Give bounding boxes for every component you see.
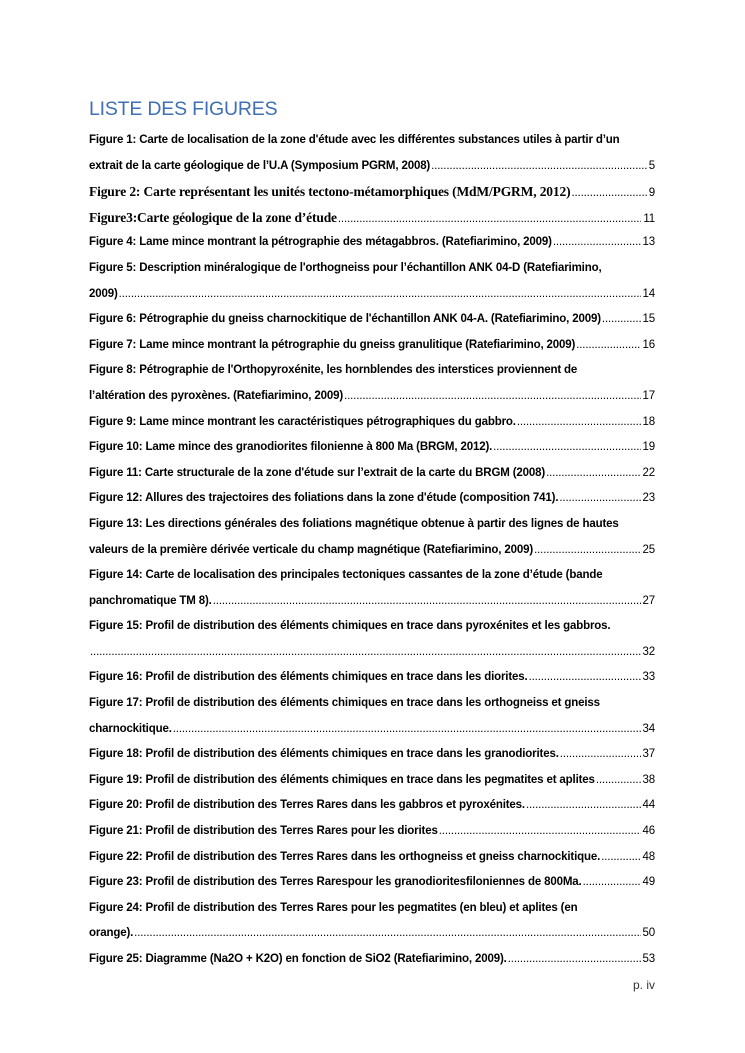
figure-entry[interactable]: [89, 461, 655, 487]
figure-list: [89, 128, 655, 973]
figure-entry-line: [89, 128, 655, 154]
figure-entry[interactable]: [89, 793, 655, 819]
figure-entry-line: [89, 486, 655, 512]
figure-entry[interactable]: [89, 691, 655, 742]
figure-entry-line: [89, 563, 655, 589]
figure-caption-text: Figure 9: Lame mince montrant les caractéristiques pétrographiques du gabbro.: [89, 415, 516, 428]
figure-caption-text: Figure 10: Lame mince des granodiorites filonienne à 800 Ma (BRGM, 2012).: [89, 441, 493, 454]
figure-page-number: 23: [642, 492, 655, 505]
figure-entry[interactable]: [89, 614, 655, 665]
figure-entry[interactable]: [89, 486, 655, 512]
dot-leader: [439, 819, 641, 845]
figure-caption-text: panchromatique TM 8).: [89, 594, 212, 607]
figure-page-number: 32: [642, 645, 655, 658]
figure-page-number: 33: [642, 671, 655, 684]
figure-caption-text: charnockitique.: [89, 722, 172, 735]
figure-entry-line: [89, 435, 655, 461]
figure-caption-text: Figure 13: Les directions générales des foliations magnétique obtenue à partir des lignes de hautes: [89, 517, 619, 530]
figure-entry[interactable]: [89, 358, 655, 409]
figure-entry-line: [89, 589, 655, 615]
figure-entry[interactable]: [89, 410, 655, 436]
dot-leader: [173, 717, 641, 743]
dot-leader: [559, 486, 640, 512]
dot-leader: [576, 333, 640, 359]
figure-page-number: 46: [642, 825, 655, 838]
dot-leader: [529, 665, 641, 691]
figure-page-number: 13: [642, 236, 655, 249]
figure-entry-line: [89, 819, 655, 845]
figure-entry-line: [89, 179, 655, 205]
figure-entry-line: [89, 793, 655, 819]
figure-entry-line: [89, 947, 655, 973]
figure-caption-text: Figure 25: Diagramme (Na2O + K2O) en fonction de SiO2 (Ratefiarimino, 2009).: [89, 953, 507, 965]
dot-leader: [90, 640, 641, 666]
figure-entry-line: [89, 358, 655, 384]
page-title: LISTE DES FIGURES: [89, 98, 278, 120]
figure-entry-line: [89, 896, 655, 922]
figure-caption-text: Figure 2: Carte représentant les unités tectono-métamorphiques (MdM/PGRM, 2012): [89, 184, 571, 200]
dot-leader: [583, 870, 641, 896]
figure-caption-text: Figure 6: Pétrographie du gneiss charnockitique de l'échantillon ANK 04-A. (Ratefiarimino, 2009): [89, 313, 601, 326]
figure-caption-text: Figure 1: Carte de localisation de la zone d'étude avec les différentes substances utiles à partir d’un: [89, 134, 620, 146]
dot-leader: [134, 921, 640, 947]
figure-caption-text: 2009): [89, 287, 118, 300]
figure-page-number: 5: [648, 159, 655, 172]
figure-page-number: 19: [642, 441, 655, 454]
dot-leader: [338, 207, 641, 233]
figure-caption-text: l’altération des pyroxènes. (Ratefiarimino, 2009): [89, 389, 344, 402]
figure-entry-line: [89, 333, 655, 359]
figure-entry-line: [89, 256, 655, 282]
figure-entry[interactable]: [89, 819, 655, 845]
dot-leader: [553, 230, 641, 256]
figure-caption-text: Figure 15: Profil de distribution des éléments chimiques en trace dans pyroxénites et les gabbros.: [89, 620, 611, 633]
figure-entry-line: [89, 230, 655, 256]
figure-caption-text: Figure 21: Profil de distribution des Terres Rares pour les diorites: [89, 825, 438, 838]
figure-caption-text: Figure 23: Profil de distribution des Terres Rarespour les granodioritesfiloniennes de 800Ma.: [89, 876, 582, 889]
figure-entry-line: [89, 307, 655, 333]
dot-leader: [596, 768, 641, 794]
figure-page-number: 22: [642, 466, 655, 479]
dot-leader: [431, 154, 647, 180]
figure-entry[interactable]: [89, 333, 655, 359]
figure-entry[interactable]: [89, 665, 655, 691]
figure-entry[interactable]: [89, 435, 655, 461]
figure-entry-line: [89, 384, 655, 410]
dot-leader: [508, 947, 641, 973]
figure-entry[interactable]: [89, 742, 655, 768]
figure-entry-line: [89, 921, 655, 947]
figure-entry-line: [89, 282, 655, 308]
figure-page-number: 27: [642, 594, 655, 607]
figure-caption-text: Figure 14: Carte de localisation des principales tectoniques cassantes de la zone d’étude (bande: [89, 569, 603, 582]
figure-caption-text: Figure 16: Profil de distribution des éléments chimiques en trace dans les diorites.: [89, 671, 528, 684]
figure-entry-line: [89, 614, 655, 640]
dot-leader: [119, 282, 641, 308]
figure-page-number: 38: [642, 773, 655, 786]
figure-caption-text: Figure 5: Description minéralogique de l'orthogneiss pour l’échantillon ANK 04-D (Ratefiarimino,: [89, 261, 602, 274]
dot-leader: [602, 307, 641, 333]
figure-entry-line: [89, 768, 655, 794]
figure-entry-line: [89, 205, 655, 231]
figure-caption-text: Figure3:Carte géologique de la zone d’étude: [89, 209, 337, 225]
figure-entry[interactable]: [89, 512, 655, 563]
figure-entry-line: [89, 538, 655, 564]
figure-entry-line: [89, 870, 655, 896]
figure-entry[interactable]: [89, 563, 655, 614]
figure-entry[interactable]: [89, 947, 655, 973]
figure-caption-text: valeurs de la première dérivée verticale du champ magnétique (Ratefiarimino, 2009): [89, 543, 534, 556]
dot-leader: [560, 742, 641, 768]
figure-page-number: 9: [648, 187, 655, 200]
dot-leader: [526, 793, 641, 819]
figure-entry-line: [89, 154, 655, 180]
figure-caption-text: Figure 18: Profil de distribution des éléments chimiques en trace dans les granodiorites.: [89, 748, 559, 761]
figure-caption-text: Figure 24: Profil de distribution des Terres Rares pour les pegmatites (en bleu) et aplites (en: [89, 901, 578, 914]
figure-entry-line: [89, 717, 655, 743]
dot-leader: [213, 589, 641, 615]
figure-entry[interactable]: [89, 845, 655, 871]
figure-entry[interactable]: [89, 230, 655, 256]
figure-caption-text: Figure 17: Profil de distribution des éléments chimiques en trace dans les orthogneiss et gneiss: [89, 697, 600, 710]
dot-leader: [493, 435, 640, 461]
figure-caption-text: Figure 22: Profil de distribution des Terres Rares dans les orthogneiss et gneiss charnockitique.: [89, 850, 601, 863]
figure-caption-text: Figure 19: Profil de distribution des éléments chimiques en trace dans les pegmatites et aplites: [89, 773, 595, 786]
figure-entry-line: [89, 665, 655, 691]
figure-page-number: 18: [642, 415, 655, 428]
figure-entry[interactable]: [89, 179, 655, 205]
figure-entry-line: [89, 691, 655, 717]
dot-leader: [546, 461, 640, 487]
figure-entry[interactable]: [89, 205, 655, 231]
figure-caption-text: extrait de la carte géologique de l’U.A (Symposium PGRM, 2008): [89, 159, 431, 172]
figure-caption-text: Figure 7: Lame mince montrant la pétrographie du gneiss granulitique (Ratefiarimino, 2009): [89, 338, 576, 351]
figure-page-number: 49: [642, 876, 655, 889]
figure-caption-text: orange).: [89, 927, 134, 940]
figure-page-number: 17: [642, 389, 655, 402]
figure-caption-text: Figure 4: Lame mince montrant la pétrographie des métagabbros. (Ratefiarimino, 2009): [89, 236, 552, 249]
figure-entry[interactable]: [89, 896, 655, 947]
figure-page-number: 14: [642, 287, 655, 300]
figure-caption-text: Figure 8: Pétrographie de l'Orthopyroxénite, les hornblendes des interstices proviennent de: [89, 364, 578, 377]
dot-leader: [517, 410, 641, 436]
figure-entry[interactable]: [89, 768, 655, 794]
dot-leader: [601, 845, 640, 871]
figure-page-number: 11: [643, 212, 655, 225]
figure-page-number: 37: [642, 748, 655, 761]
figure-page-number: 48: [642, 850, 655, 863]
dot-leader: [534, 538, 640, 564]
figure-page-number: 16: [642, 338, 655, 351]
figure-entry-line: [89, 461, 655, 487]
figure-page-number: 34: [642, 722, 655, 735]
figure-page-number: 15: [642, 313, 655, 326]
figure-entry[interactable]: [89, 128, 655, 179]
figure-page-number: 50: [642, 927, 655, 940]
figure-caption-text: Figure 11: Carte structurale de la zone d'étude sur l’extrait de la carte du BRGM (2008): [89, 466, 546, 479]
page-number: p. iv: [632, 978, 655, 992]
figure-entry-line: [89, 512, 655, 538]
dot-leader: [344, 384, 640, 410]
figure-entry-line: [89, 640, 655, 666]
figure-entry-line: [89, 742, 655, 768]
figure-page-number: 25: [642, 543, 655, 556]
figure-entry[interactable]: [89, 307, 655, 333]
figure-page-number: 53: [642, 953, 655, 965]
figure-entry-line: [89, 845, 655, 871]
dot-leader: [571, 181, 646, 207]
figure-entry[interactable]: [89, 870, 655, 896]
figure-caption-text: Figure 12: Allures des trajectoires des foliations dans la zone d'étude (composition 741).: [89, 492, 559, 505]
figure-entry-line: [89, 410, 655, 436]
figure-caption-text: Figure 20: Profil de distribution des Terres Rares dans les gabbros et pyroxénites.: [89, 799, 525, 812]
figure-entry[interactable]: [89, 256, 655, 307]
figure-page-number: 44: [642, 799, 655, 812]
